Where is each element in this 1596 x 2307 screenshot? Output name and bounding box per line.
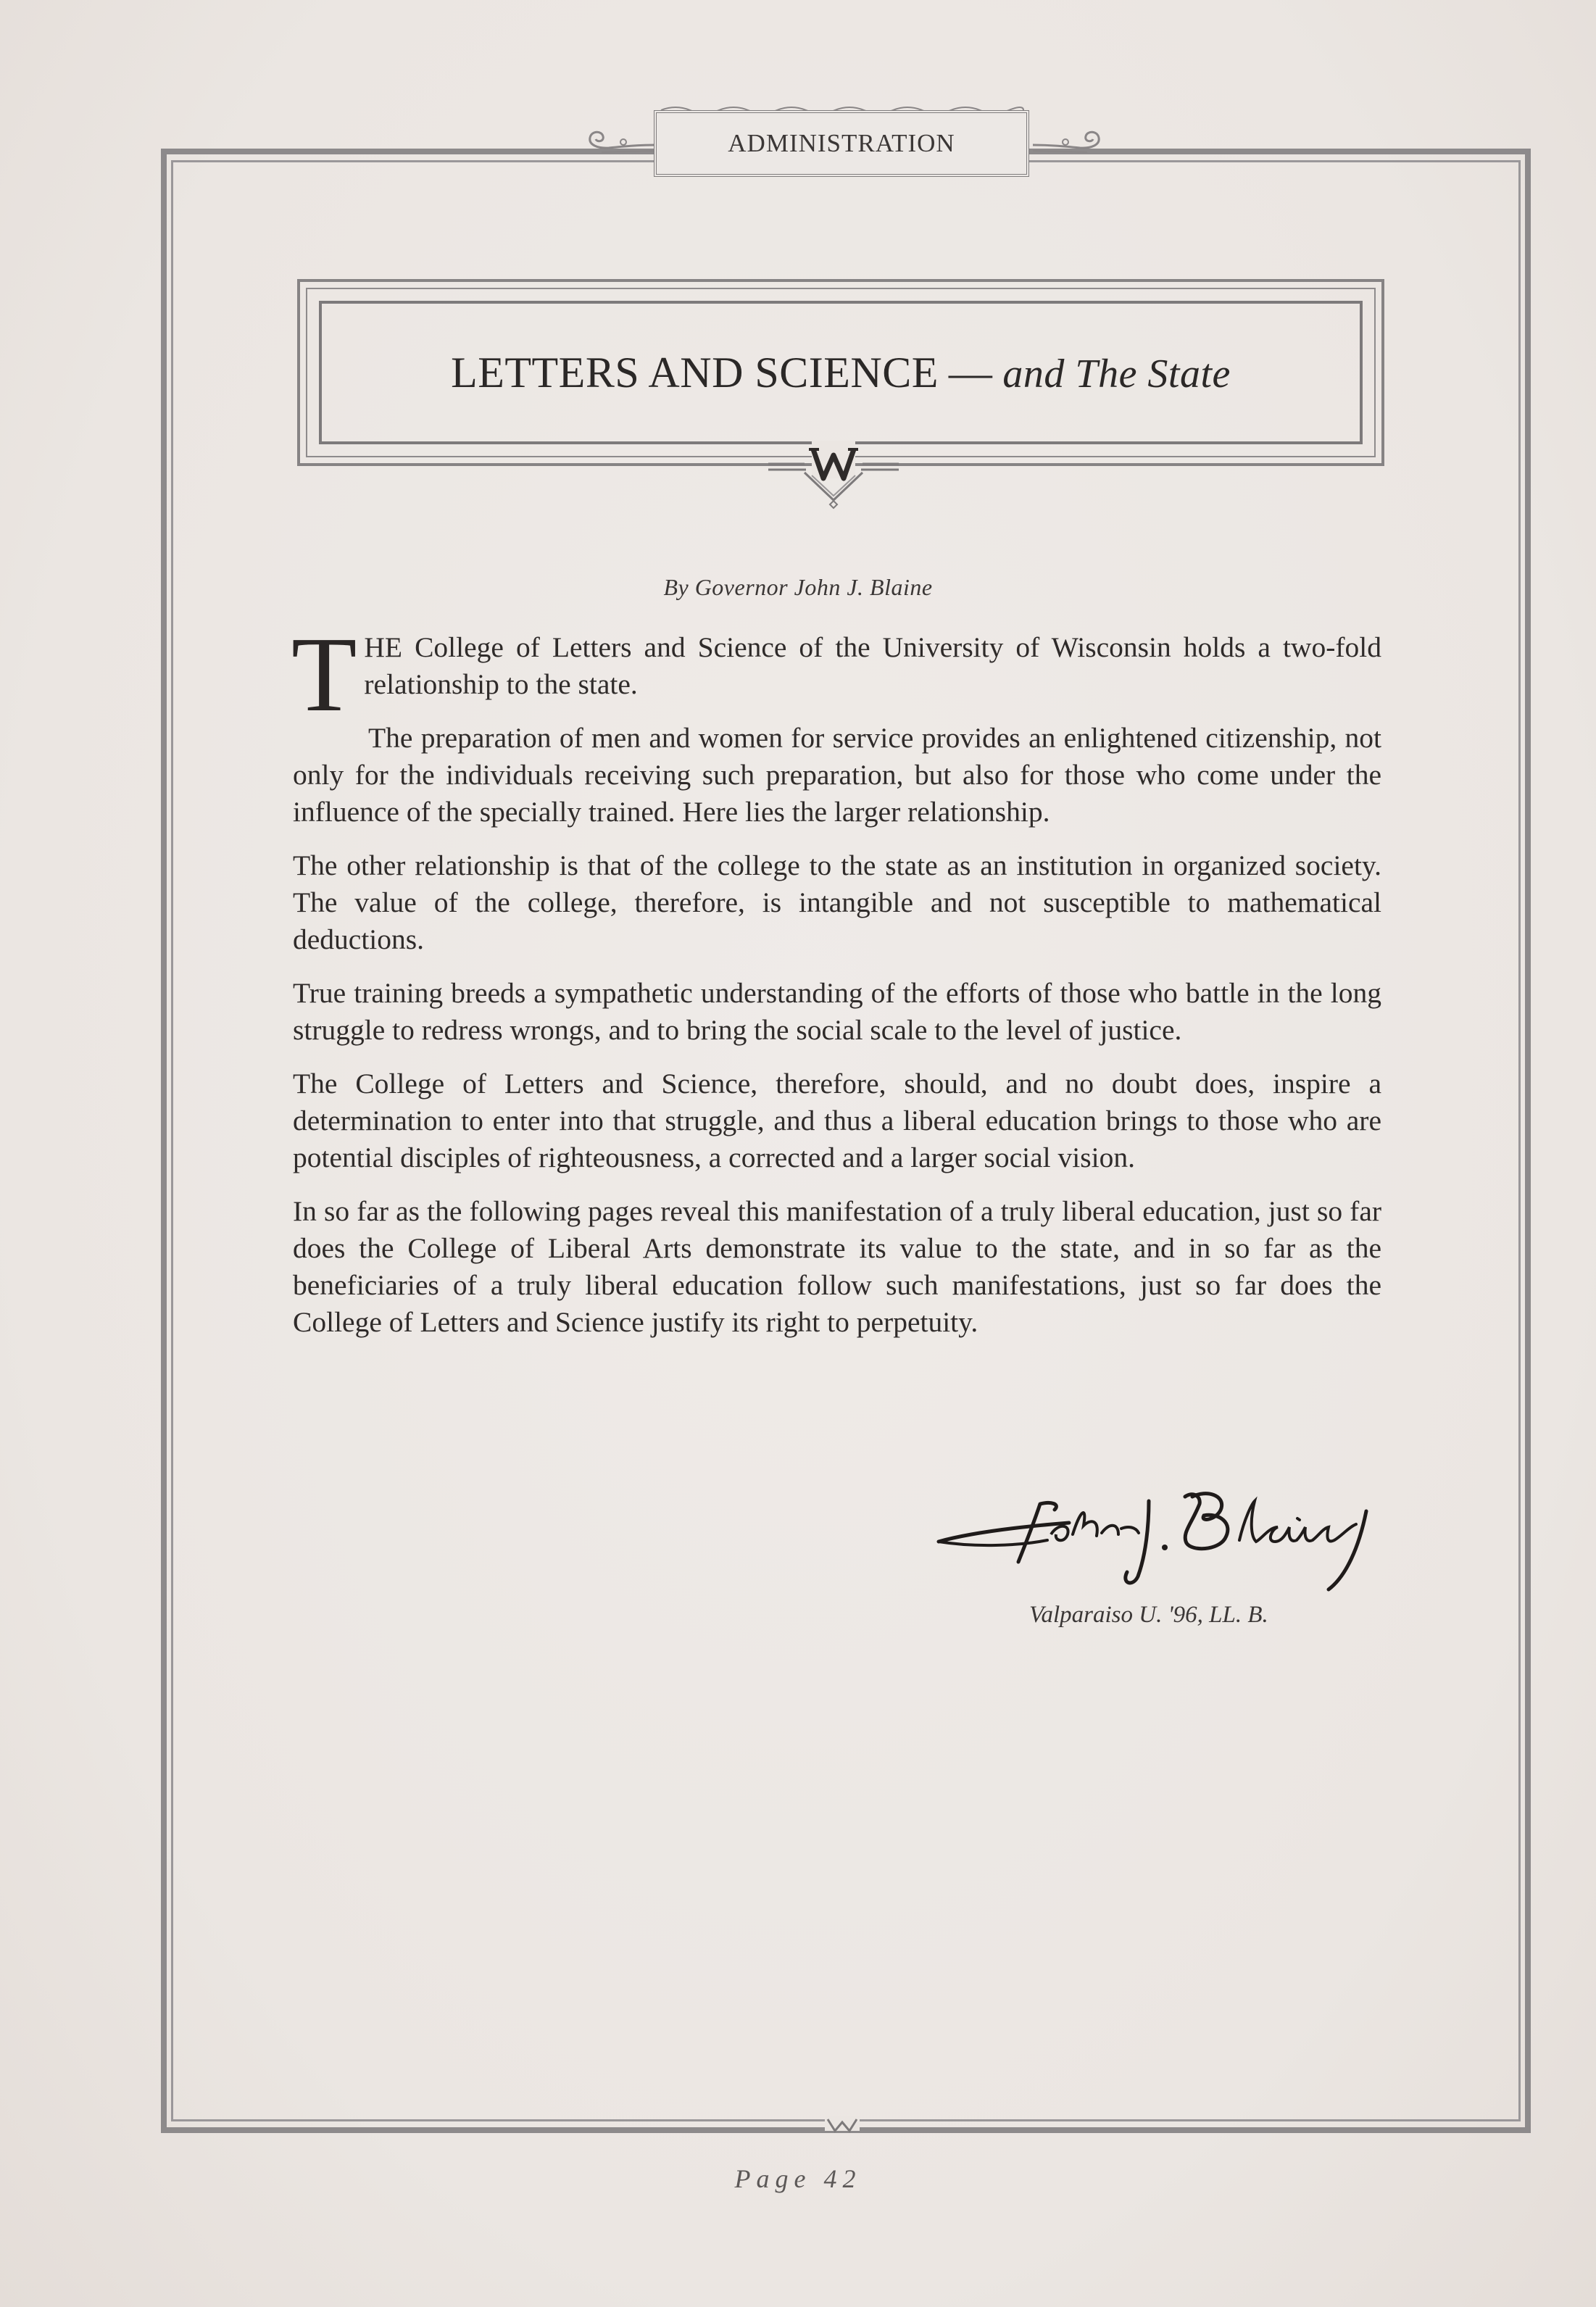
paragraph-4: True training breeds a sympathetic understanding of the efforts of those who battle in the long struggle to redress wrongs, and to bring the social scale to the level of justice. [293, 977, 1381, 1046]
bottom-w-mark-icon [820, 2113, 864, 2135]
page-title [451, 348, 1231, 398]
paragraph-5: The College of Letters and Science, therefore, should, and no doubt does, inspire a determination to enter into that struggle, and thus a liberal education brings to those who are potential disciples of righteousness, a corrected and a larger social vision. [293, 1068, 1381, 1173]
title-subtitle: and The State [1002, 351, 1231, 396]
title-frame-inner [319, 301, 1363, 444]
byline: By Governor John J. Blaine [663, 574, 933, 600]
title-main: LETTERS AND SCIENCE [451, 348, 939, 396]
section-label: ADMINISTRATION [728, 129, 955, 157]
article-body [291, 615, 1381, 1358]
scroll-ornament-right-icon [1029, 116, 1109, 159]
drop-cap: T [291, 615, 357, 734]
handwritten-signature [931, 1475, 1395, 1598]
paragraph-2: The preparation of men and women for service provides an enlightened citizenship, not only for the individuals receiving such preparation, but also for those who come under the influence of the specially trained. Here lies the larger relationship. [293, 722, 1381, 828]
paragraph-1 [291, 615, 1381, 734]
paragraph-1-text: HE College of Letters and Science of the University of Wisconsin holds a two-fold relationship to the state. [364, 631, 1381, 700]
paragraph-6: In so far as the following pages reveal this manifestation of a truly liberal education, just so far does the College of Liberal Arts demonstrate its value to the state, and in so far as the beneficiaries of a truly liberal education follow such manifestations, just so far does the College of Letters and Science justify its right to perpetuity. [293, 1195, 1381, 1338]
signature-credential: Valparaiso U. '96, LL. B. [1029, 1602, 1268, 1628]
w-emblem-icon [761, 435, 906, 515]
header-tab [654, 110, 1029, 177]
page-number: Page 42 [734, 2164, 862, 2193]
title-dash: — [948, 348, 993, 396]
scroll-ornament-left-icon [580, 116, 660, 159]
paragraph-3: The other relationship is that of the college to the state as an institution in organized society. The value of the college, therefore, is intangible and not susceptible to mathematical deductions. [293, 849, 1381, 955]
